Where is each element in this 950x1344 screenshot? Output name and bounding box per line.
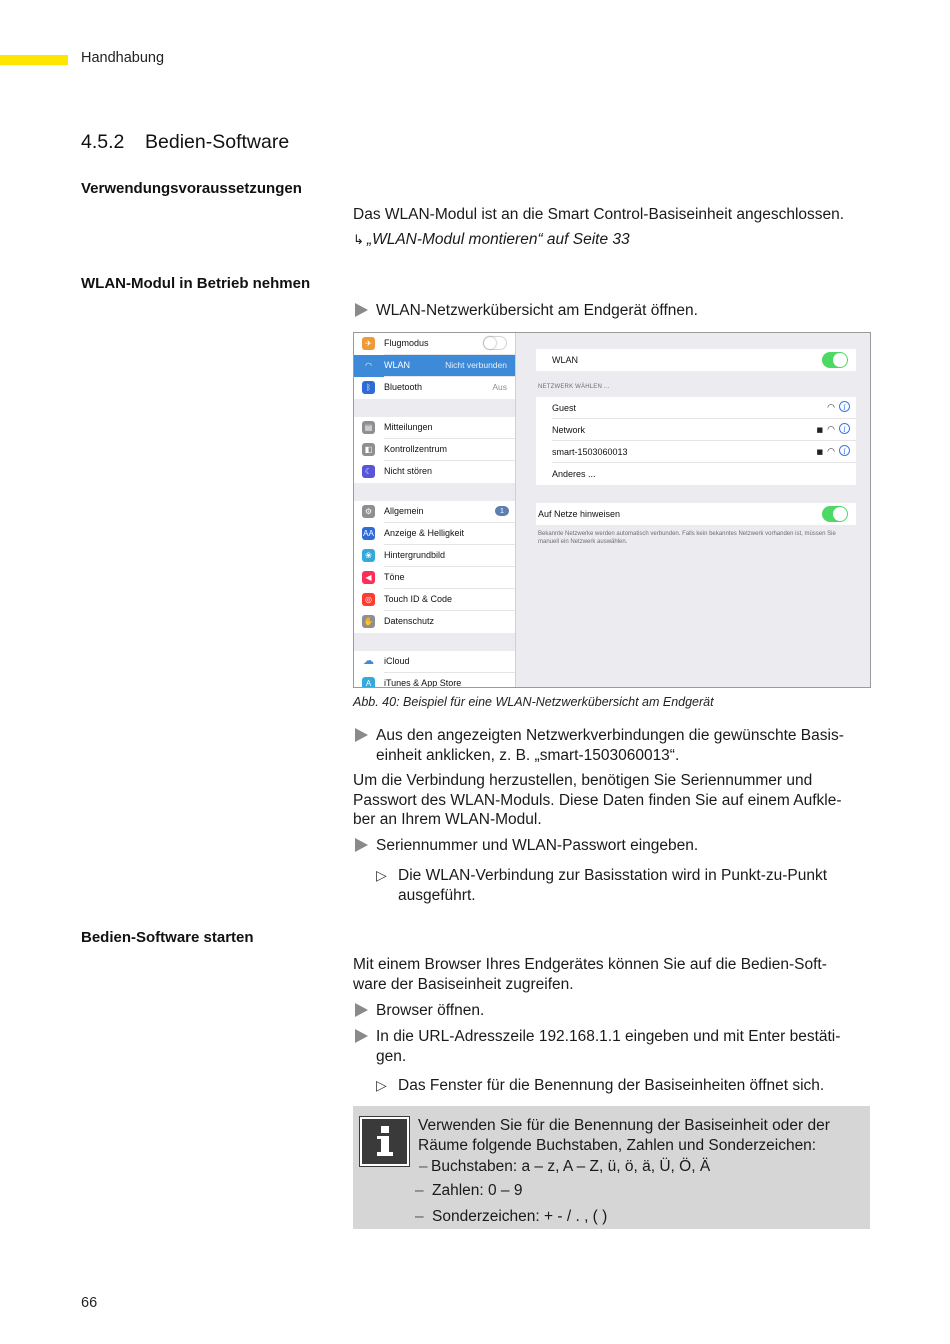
control-center-icon: ◧ [362, 443, 375, 456]
network-status-icons [827, 401, 850, 413]
paragraph-line: ber an Ihrem WLAN-Modul. [353, 811, 542, 828]
wlan-settings-screenshot [353, 332, 871, 688]
privacy-hand-icon: ✋ [363, 617, 374, 626]
settings-row-nicht-stören[interactable] [354, 461, 515, 483]
network-name: Guest [552, 403, 577, 413]
paragraph-line: Mit einem Browser Ihres Endgerätes können Sie auf die Bedien-Soft- [353, 956, 827, 973]
ask-networks-footnote: Bekannte Netzwerke werden automatisch verbunden. Falls kein bekanntes Netzwerk vorhanden ist, müssen Sie manuell ein Netzwerk auswählen. [538, 531, 836, 545]
ask-networks-row[interactable] [536, 503, 856, 525]
wifi-icon: ◠ [362, 359, 375, 372]
figure-caption: Abb. 40: Beispiel für eine WLAN-Netzwerkübersicht am Endgerät [353, 695, 714, 709]
step-enter-credentials [353, 836, 873, 856]
settings-row-label: Allgemein [384, 506, 424, 516]
result-connection [376, 866, 873, 905]
settings-row-itunes-app-store[interactable] [354, 673, 515, 688]
info-icon [360, 1117, 409, 1166]
ask-networks-toggle[interactable] [822, 506, 848, 522]
step-text-line: In die URL-Adresszeile 192.168.1.1 eingeben und mit Enter bestäti- [376, 1028, 841, 1045]
settings-row-label: Nicht stören [384, 466, 433, 476]
cloud-icon: ☁ [363, 655, 374, 667]
lock-icon: ■ [816, 426, 824, 434]
bluetooth-icon: ᛒ [362, 381, 375, 394]
info-line: Räume folgende Buchstaben, Zahlen und Sonderzeichen: [418, 1136, 817, 1154]
step-text-line: einheit anklicken, z. B. „smart-1503060013“. [376, 746, 680, 764]
info-item-text: Zahlen: 0 – 9 [432, 1182, 523, 1199]
settings-row-value: Aus [492, 382, 507, 392]
settings-row-label: Mitteilungen [384, 422, 433, 432]
sound-icon: ◀ [362, 571, 375, 584]
settings-row-flugmodus[interactable] [354, 333, 515, 355]
result-text-line: Die WLAN-Verbindung zur Basisstation wird in Punkt-zu-Punkt [398, 867, 828, 884]
network-row[interactable] [536, 419, 856, 441]
step-enter-url [353, 1027, 873, 1066]
settings-row-label: iTunes & App Store [384, 678, 462, 688]
network-name: smart-1503060013 [552, 447, 628, 457]
airplane-icon: ✈ [362, 337, 375, 350]
lock-icon: ■ [816, 448, 824, 456]
settings-row-label: WLAN [384, 360, 411, 370]
wallpaper-icon: ❀ [362, 549, 375, 562]
settings-row-label: Hintergrundbild [384, 550, 446, 560]
paragraph-line: Um die Verbindung herzustellen, benötigen Sie Seriennummer und [353, 772, 813, 789]
step-text-line: gen. [376, 1047, 407, 1065]
requirements-heading: Verwendungsvoraussetzungen [81, 180, 302, 197]
wlan-row-label: WLAN [552, 355, 579, 365]
info-box [353, 1106, 870, 1229]
step-text: Seriennummer und WLAN-Passwort eingeben. [376, 837, 699, 854]
settings-row-label: Touch ID & Code [384, 594, 453, 604]
network-status-icons [817, 423, 850, 435]
section-number: 4.5.2 [81, 131, 125, 153]
wlan-toggle-row[interactable] [536, 349, 856, 371]
browser-access-paragraph [353, 955, 873, 994]
info-item-text: Sonderzeichen: + - / . , ( ) [432, 1208, 608, 1225]
network-row[interactable] [536, 397, 856, 419]
step-select-network [353, 726, 873, 765]
settings-row-label: Bluetooth [384, 382, 423, 392]
settings-sidebar [354, 333, 516, 687]
step-triangle-icon [355, 303, 368, 317]
choose-network-header: NETZWERK WÄHLEN ... [538, 384, 610, 390]
info-item-text: Buchstaben: a – z, A – Z, ü, ö, ä, Ü, Ö, Ä [431, 1158, 711, 1175]
notifications-icon: ▤ [362, 421, 375, 434]
chapter-header: Handhabung [81, 50, 165, 66]
update-badge: 1 [495, 506, 509, 516]
network-status-icons [817, 445, 850, 457]
settings-row-label: Kontrollzentrum [384, 444, 448, 454]
other-network-row[interactable] [536, 463, 856, 485]
step-text-line: Aus den angezeigten Netzwerkverbindungen die gewünschte Basis- [376, 727, 844, 744]
step-triangle-icon [355, 728, 368, 742]
result-triangle-icon: ▷ [376, 867, 387, 883]
cross-reference-link[interactable] [353, 231, 630, 249]
ask-networks-label: Auf Netze hinweisen [538, 509, 621, 519]
settings-row-hintergrundbild[interactable] [354, 545, 515, 567]
section-title [81, 131, 289, 154]
wifi-signal-icon: ◠ [827, 402, 835, 412]
app-store-icon: A [362, 677, 375, 688]
paragraph-line: ware der Basiseinheit zugreifen. [353, 975, 574, 993]
wlan-toggle[interactable] [822, 352, 848, 368]
result-text: Das Fenster für die Benennung der Basiseinheiten öffnet sich. [398, 1077, 825, 1094]
settings-row-töne[interactable] [354, 567, 515, 589]
step-triangle-icon [355, 1003, 368, 1017]
step-open-browser [353, 1001, 873, 1021]
step-triangle-icon [355, 1029, 368, 1043]
settings-row-value: Nicht verbunden [445, 360, 507, 370]
step-text: WLAN-Netzwerkübersicht am Endgerät öffnen. [376, 302, 698, 319]
commissioning-heading: WLAN-Modul in Betrieb nehmen [81, 275, 311, 292]
settings-row-label: Datenschutz [384, 616, 435, 626]
result-text-line: ausgeführt. [398, 886, 476, 904]
settings-row-label: Flugmodus [384, 338, 429, 348]
network-name: Network [552, 425, 586, 435]
display-icon: AA [363, 529, 374, 538]
info-list-item: – Zahlen: 0 – 9 [415, 1182, 523, 1199]
header-accent-bar [0, 55, 68, 65]
settings-row-label: iCloud [384, 656, 410, 666]
settings-row-allgemein[interactable] [354, 501, 515, 523]
requirements-text: Das WLAN-Modul ist an die Smart Control-Basiseinheit angeschlossen. [353, 206, 845, 223]
result-naming-window [376, 1076, 873, 1096]
section-title-text: Bedien-Software [145, 131, 290, 153]
settings-row-anzeige-helligkeit[interactable] [354, 523, 515, 545]
info-intro [418, 1116, 858, 1155]
info-list-item: – Sonderzeichen: + - / . , ( ) [415, 1208, 608, 1225]
credentials-paragraph [353, 771, 873, 830]
gear-icon: ⚙ [362, 505, 375, 518]
info-list-item: – Buchstaben: a – z, A – Z, ü, ö, ä, Ü, Ö, Ä [419, 1158, 711, 1175]
info-circle-icon[interactable]: i [839, 445, 850, 456]
cross-reference-text: „WLAN-Modul montieren“ auf Seite 33 [366, 231, 630, 248]
settings-row-mitteilungen[interactable] [354, 417, 515, 439]
settings-row-datenschutz[interactable] [354, 611, 515, 633]
wlan-detail-pane [516, 333, 870, 687]
info-circle-icon[interactable]: i [839, 401, 850, 412]
fingerprint-icon: ◎ [362, 593, 375, 606]
wifi-signal-icon: ◠ [827, 424, 835, 434]
step-triangle-icon [355, 838, 368, 852]
info-circle-icon[interactable]: i [839, 423, 850, 434]
step-open-network-overview [353, 301, 873, 321]
result-triangle-icon: ▷ [376, 1077, 387, 1093]
settings-row-label: Töne [384, 572, 405, 582]
network-row[interactable] [536, 441, 856, 463]
settings-row-label: Anzeige & Helligkeit [384, 528, 465, 538]
airplane-mode-toggle[interactable] [483, 336, 507, 350]
other-network-label: Anderes ... [552, 469, 596, 479]
settings-row-touch-id-code[interactable] [354, 589, 515, 611]
start-software-heading: Bedien-Software starten [81, 929, 254, 946]
step-text: Browser öffnen. [376, 1002, 485, 1019]
wifi-signal-icon: ◠ [827, 446, 835, 456]
arrow-reference-icon: ↳ [353, 232, 364, 247]
page-number: 66 [81, 1295, 98, 1311]
settings-row-bluetooth[interactable] [354, 377, 515, 399]
settings-row-kontrollzentrum[interactable] [354, 439, 515, 461]
settings-row-icloud[interactable] [354, 651, 515, 673]
moon-icon: ☾ [362, 465, 375, 478]
info-line: Verwenden Sie für die Benennung der Basiseinheit oder der [418, 1117, 830, 1134]
paragraph-line: Passwort des WLAN-Moduls. Diese Daten finden Sie auf einem Aufkle- [353, 791, 842, 809]
settings-row-wlan[interactable] [354, 355, 515, 377]
